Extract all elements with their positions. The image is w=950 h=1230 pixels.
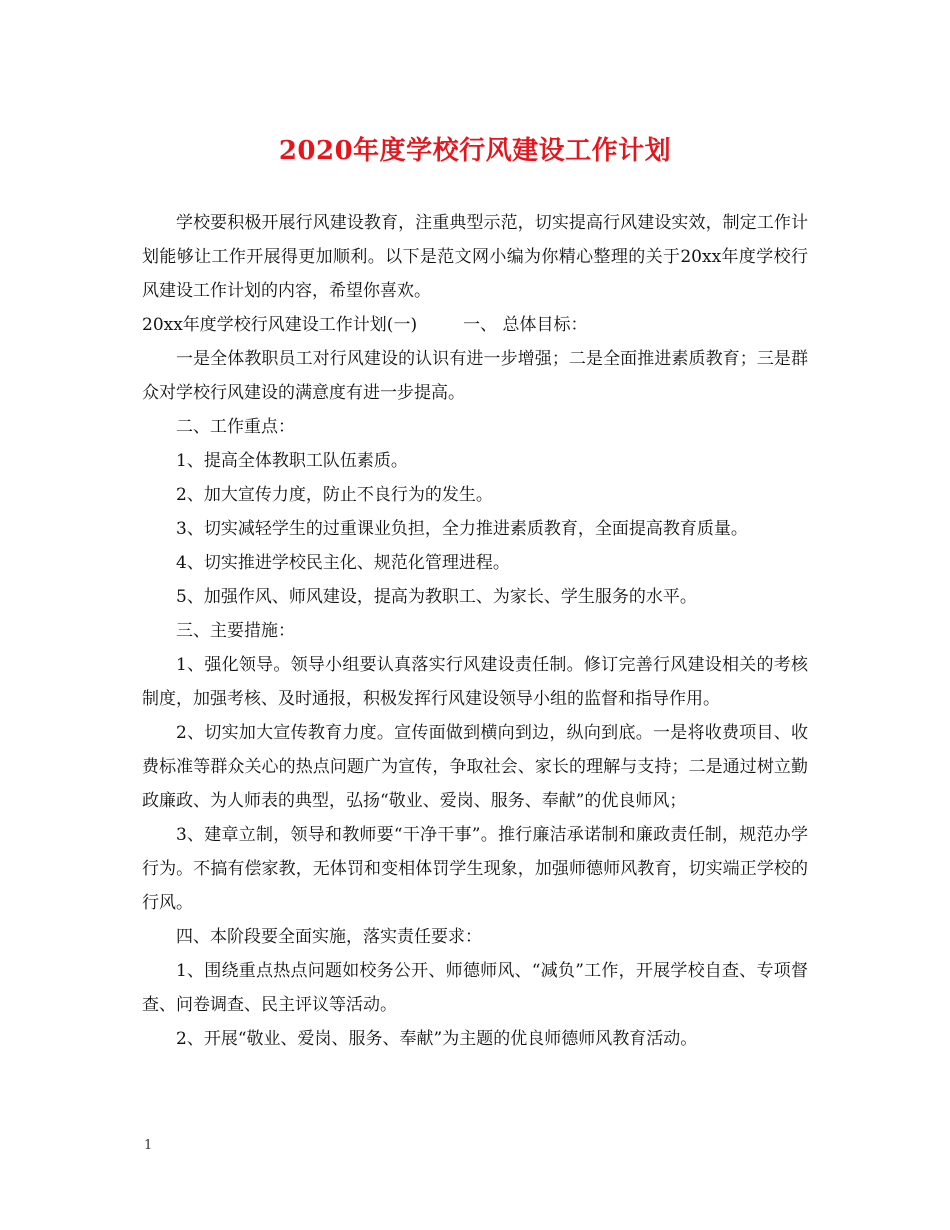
- list-item: 5、加强作风、师风建设，提高为教职工、为家长、学生服务的水平。: [176, 587, 697, 607]
- list-item: 3、切实减轻学生的过重课业负担，全力推进素质教育，全面提高教育质量。: [176, 519, 748, 539]
- list-item: 1、提高全体教职工队伍素质。: [176, 451, 408, 471]
- list-item: 1、围绕重点热点问题如校务公开、师德师风、“减负”工作，开展学校自查、专项督查、问卷调查、民主评议等活动。: [142, 961, 808, 1015]
- subtitle-right: 一、 总体目标：: [463, 315, 588, 335]
- subtitle-line: [142, 308, 808, 342]
- document-body: [142, 206, 808, 1056]
- list-item: 2、开展“敬业、爱岗、服务、奉献”为主题的优良师德师风教育活动。: [176, 1029, 698, 1049]
- list-item: 4、切实推进学校民主化、规范化管理进程。: [176, 553, 510, 573]
- subtitle-left: 20xx年度学校行风建设工作计划(一): [142, 315, 418, 335]
- list-item: 2、加大宣传力度，防止不良行为的发生。: [176, 485, 493, 505]
- section-heading: 二、工作重点：: [176, 417, 295, 437]
- intro-paragraph: 学校要积极开展行风建设教育，注重典型示范，切实提高行风建设实效，制定工作计划能够让工作开展得更加顺利。以下是范文网小编为你精心整理的关于20xx年度学校行风建设工作计划的内容，希望你喜欢。: [142, 213, 808, 301]
- document-title: 2020年度学校行风建设工作计划: [278, 136, 672, 166]
- list-item: 2、切实加大宣传教育力度。宣传面做到横向到边，纵向到底。一是将收费项目、收费标准等群众关心的热点问题广为宣传，争取社会、家长的理解与支持；二是通过树立勤政廉政、为人师表的典型，弘扬“敬业、爱岗、服务、奉献”的优良师风；: [142, 723, 808, 811]
- section-heading: 三、主要措施：: [176, 621, 295, 641]
- paragraph: 一是全体教职员工对行风建设的认识有进一步增强；二是全面推进素质教育；三是群众对学校行风建设的满意度有进一步提高。: [142, 349, 808, 403]
- list-item: 1、强化领导。领导小组要认真落实行风建设责任制。修订完善行风建设相关的考核制度，加强考核、及时通报，积极发挥行风建设领导小组的监督和指导作用。: [142, 655, 808, 709]
- page-number: 1: [144, 1138, 153, 1153]
- section-heading: 四、本阶段要全面实施，落实责任要求：: [176, 927, 482, 947]
- list-item: 3、建章立制，领导和教师要“干净干事”。推行廉洁承诺制和廉政责任制，规范办学行为。不搞有偿家教，无体罚和变相体罚学生现象，加强师德师风教育，切实端正学校的行风。: [142, 825, 808, 913]
